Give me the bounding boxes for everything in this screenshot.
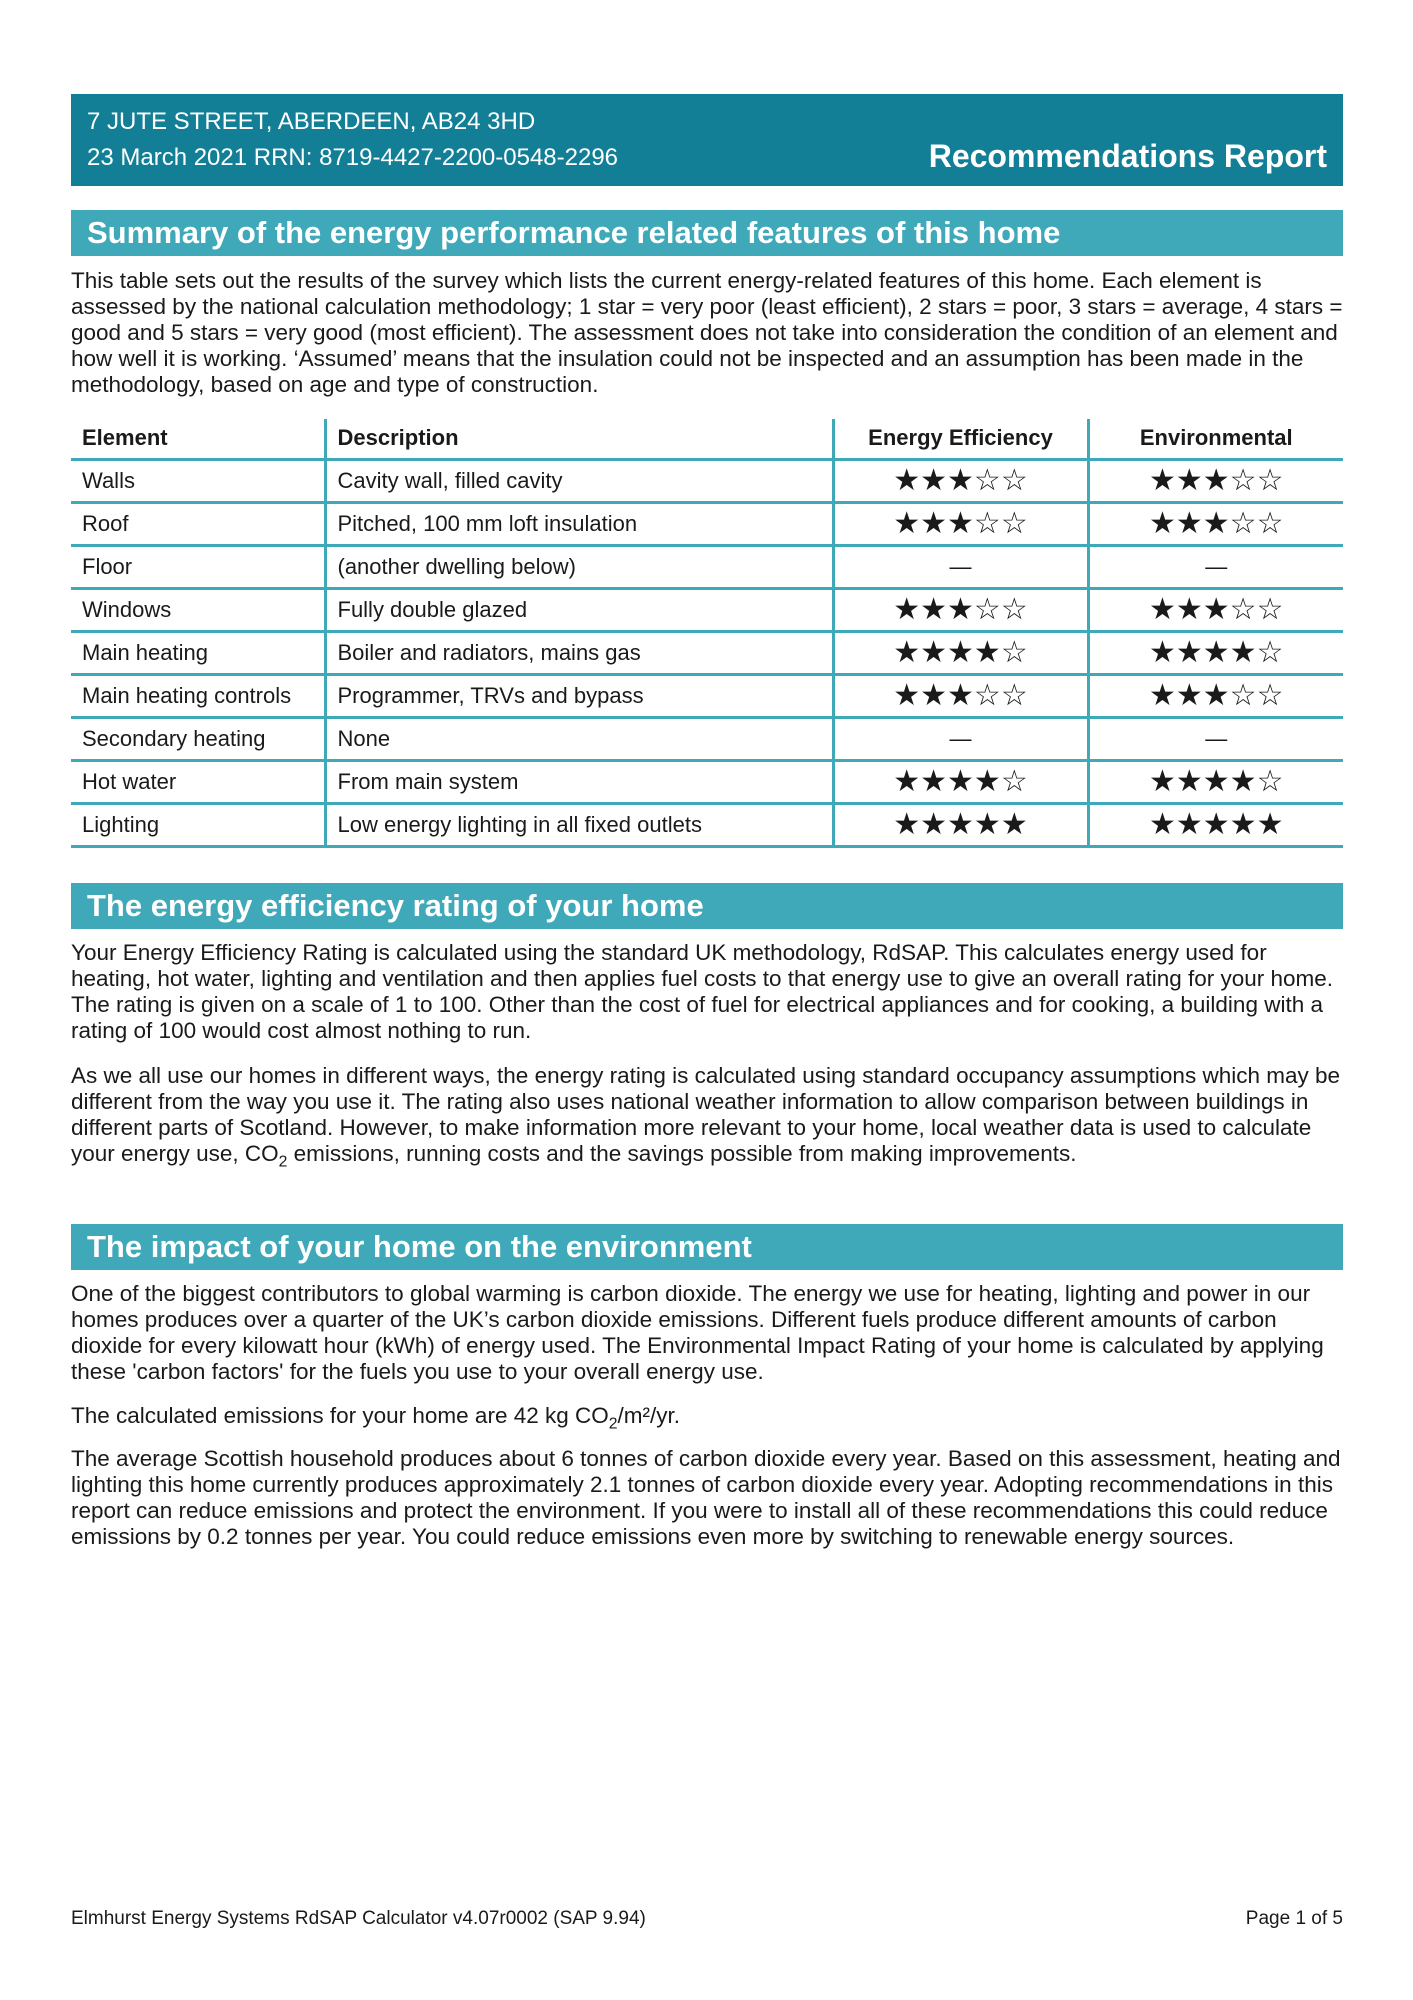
environmental-rating-cell: ★★★★★ xyxy=(1088,803,1343,846)
table-row xyxy=(71,545,1343,588)
environmental-rating-cell: — xyxy=(1088,717,1343,760)
environmental-rating-cell: ★★★★☆ xyxy=(1088,631,1343,674)
element-cell: Walls xyxy=(71,459,325,502)
element-cell: Lighting xyxy=(71,803,325,846)
description-cell: Cavity wall, filled cavity xyxy=(325,459,833,502)
element-cell: Floor xyxy=(71,545,325,588)
efficiency-heading: The energy efficiency rating of your home xyxy=(71,883,1343,929)
column-header: Energy Efficiency xyxy=(833,419,1088,459)
efficiency-paragraph-2-text: As we all use our homes in different ways, the energy rating is calculated using standard occupancy assumptions which may be different from the way you use it. The rating also uses national weather information to allow comparison between buildings in different parts of Scotland. However, to make information more relevant to your home, local weather data is used to calculate your energy use, CO xyxy=(71,1063,1341,1166)
table-row xyxy=(71,803,1343,846)
description-cell: Programmer, TRVs and bypass xyxy=(325,674,833,717)
features-table xyxy=(71,419,1343,848)
summary-intro: This table sets out the results of the survey which lists the current energy-related features of this home. Each element is assessed by the national calculation methodology; 1 star = very poor (least efficient), 2 stars = poor, 3 stars = average, 4 stars = good and 5 stars = very good (most efficient). The assessment does not take into consideration the condition of an element and how well it is working. ‘Assumed’ means that the insulation could not be inspected and an assumption has been made in the methodology, based on age and type of construction. xyxy=(71,268,1343,397)
environmental-rating-cell: ★★★☆☆ xyxy=(1088,588,1343,631)
table-row xyxy=(71,459,1343,502)
environmental-rating-cell: ★★★★☆ xyxy=(1088,760,1343,803)
column-header: Environmental xyxy=(1088,419,1343,459)
description-cell: None xyxy=(325,717,833,760)
energy-rating-cell: — xyxy=(833,545,1088,588)
element-cell: Secondary heating xyxy=(71,717,325,760)
software-footer: Elmhurst Energy Systems RdSAP Calculator v4.07r0002 (SAP 9.94) xyxy=(71,1908,646,1929)
table-row xyxy=(71,588,1343,631)
efficiency-paragraph-2-text-end: emissions, running costs and the savings possible from making improvements. xyxy=(287,1141,1077,1166)
environmental-rating-cell: ★★★☆☆ xyxy=(1088,502,1343,545)
column-header: Description xyxy=(325,419,833,459)
table-row xyxy=(71,717,1343,760)
report-header xyxy=(71,94,1343,186)
energy-rating-cell: ★★★☆☆ xyxy=(833,459,1088,502)
environmental-rating-cell: ★★★☆☆ xyxy=(1088,459,1343,502)
page-number: Page 1 of 5 xyxy=(1245,1908,1343,1929)
description-cell: Low energy lighting in all fixed outlets xyxy=(325,803,833,846)
efficiency-paragraph-2 xyxy=(71,1063,1343,1176)
environment-heading: The impact of your home on the environment xyxy=(71,1224,1343,1270)
element-cell: Main heating xyxy=(71,631,325,674)
element-cell: Roof xyxy=(71,502,325,545)
emissions-text: The calculated emissions for your home are 42 kg CO xyxy=(71,1403,609,1428)
table-row xyxy=(71,674,1343,717)
environmental-rating-cell: ★★★☆☆ xyxy=(1088,674,1343,717)
element-cell: Windows xyxy=(71,588,325,631)
description-cell: (another dwelling below) xyxy=(325,545,833,588)
description-cell: From main system xyxy=(325,760,833,803)
table-row xyxy=(71,631,1343,674)
energy-rating-cell: ★★★★★ xyxy=(833,803,1088,846)
environment-paragraph-3: The average Scottish household produces about 6 tonnes of carbon dioxide every year. Based on this assessment, heating and lighting this home currently produces approximately 2.1 tonnes of carbon dioxide every year. Adopting recommendations in this report can reduce emissions and protect the environment. If you were to install all of these recommendations this could reduce emissions by 0.2 tonnes per year. You could reduce emissions even more by switching to renewable energy sources. xyxy=(71,1446,1341,1549)
property-address: 7 JUTE STREET, ABERDEEN, AB24 3HD xyxy=(87,108,536,135)
element-cell: Hot water xyxy=(71,760,325,803)
energy-rating-cell: ★★★★☆ xyxy=(833,760,1088,803)
energy-rating-cell: ★★★☆☆ xyxy=(833,502,1088,545)
energy-rating-cell: ★★★☆☆ xyxy=(833,674,1088,717)
description-cell: Pitched, 100 mm loft insulation xyxy=(325,502,833,545)
element-cell: Main heating controls xyxy=(71,674,325,717)
energy-rating-cell: — xyxy=(833,717,1088,760)
efficiency-paragraph-1: Your Energy Efficiency Rating is calculated using the standard UK methodology, RdSAP. This calculates energy used for heating, hot water, lighting and ventilation and then applies fuel costs to that energy use to give an overall rating for your home. The rating is given on a scale of 1 to 100. Other than the cost of fuel for electrical appliances and for cooking, a building with a rating of 100 would cost almost nothing to run. xyxy=(71,940,1334,1043)
emissions-statement xyxy=(71,1403,1343,1438)
date-rrn: 23 March 2021 RRN: 8719-4427-2200-0548-2296 xyxy=(87,144,619,171)
co2-subscript: 2 xyxy=(278,1153,288,1171)
table-header-row xyxy=(71,419,1343,459)
environment-paragraph-1: One of the biggest contributors to global warming is carbon dioxide. The energy we use for heating, lighting and power in our homes produces over a quarter of the UK’s carbon dioxide emissions. Different fuels produce different amounts of carbon dioxide for every kilowatt hour (kWh) of energy used. The Environmental Impact Rating of your home is calculated by applying these 'carbon factors' for the fuels you use to your overall energy use. xyxy=(71,1281,1324,1384)
report-title: Recommendations Report xyxy=(928,138,1327,174)
description-cell: Fully double glazed xyxy=(325,588,833,631)
column-header: Element xyxy=(71,419,325,459)
table-row xyxy=(71,502,1343,545)
energy-rating-cell: ★★★☆☆ xyxy=(833,588,1088,631)
emissions-unit: /m²/yr. xyxy=(617,1403,681,1428)
description-cell: Boiler and radiators, mains gas xyxy=(325,631,833,674)
energy-rating-cell: ★★★★☆ xyxy=(833,631,1088,674)
table-row xyxy=(71,760,1343,803)
environmental-rating-cell: — xyxy=(1088,545,1343,588)
summary-heading: Summary of the energy performance related features of this home xyxy=(71,210,1343,256)
co2-subscript: 2 xyxy=(608,1415,618,1433)
